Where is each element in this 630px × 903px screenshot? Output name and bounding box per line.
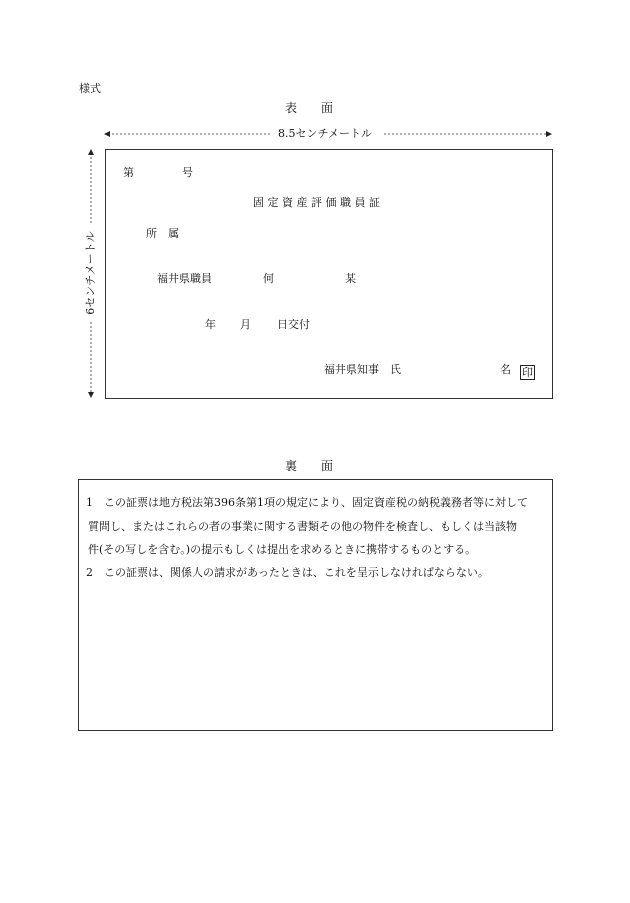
card-title: 固 定 資 産 評 価 職 員 証	[253, 196, 380, 209]
number-suffix: 号	[182, 166, 193, 179]
note-line: この証票は地方税法第396条第1項の規定により、固定資産税の納税義務者等に対して	[104, 496, 528, 509]
seal-icon: 印	[522, 366, 533, 379]
issuer: 福井県知事 氏	[324, 363, 401, 376]
note-1-line-3	[88, 539, 476, 561]
number-prefix: 第	[123, 166, 134, 179]
width-label: 8.5センチメートル	[278, 127, 373, 140]
id-card-back	[78, 479, 553, 731]
seal-stamp	[520, 361, 535, 380]
arrow-left-icon	[104, 131, 110, 137]
name-placeholder-1: 何	[263, 272, 274, 285]
form-label: 様式	[79, 82, 101, 95]
staff-label: 福井県職員	[157, 272, 212, 285]
affiliation-label: 所 属	[146, 227, 179, 240]
note-number: 1	[86, 496, 93, 509]
note-1	[86, 492, 528, 514]
issuer-name-suffix: 名	[500, 363, 511, 376]
arrow-down-icon	[88, 392, 94, 398]
note-line: この証票は、関係人の請求があったときは、これを呈示しなければならない。	[104, 566, 489, 579]
arrow-up-icon	[88, 149, 94, 155]
note-line: 質問し、またはこれらの者の事業に関する書類その他の物件を検査し、もしくは当該物	[88, 520, 517, 533]
name-placeholder-2: 某	[345, 272, 356, 285]
note-line: 件(その写しを含む。)の提示もしくは提出を求めるときに携帯するものとする。	[88, 543, 477, 556]
date-month: 月	[240, 318, 251, 331]
back-heading: 裏 面	[285, 459, 334, 473]
note-2	[86, 562, 489, 584]
note-number: 2	[86, 566, 93, 579]
date-issued: 日交付	[277, 318, 310, 331]
date-year: 年	[205, 318, 216, 331]
front-heading: 表 面	[285, 101, 334, 115]
height-label: 6センチメートル	[84, 231, 97, 315]
arrow-right-icon	[546, 131, 552, 137]
note-1-line-2	[88, 516, 517, 538]
